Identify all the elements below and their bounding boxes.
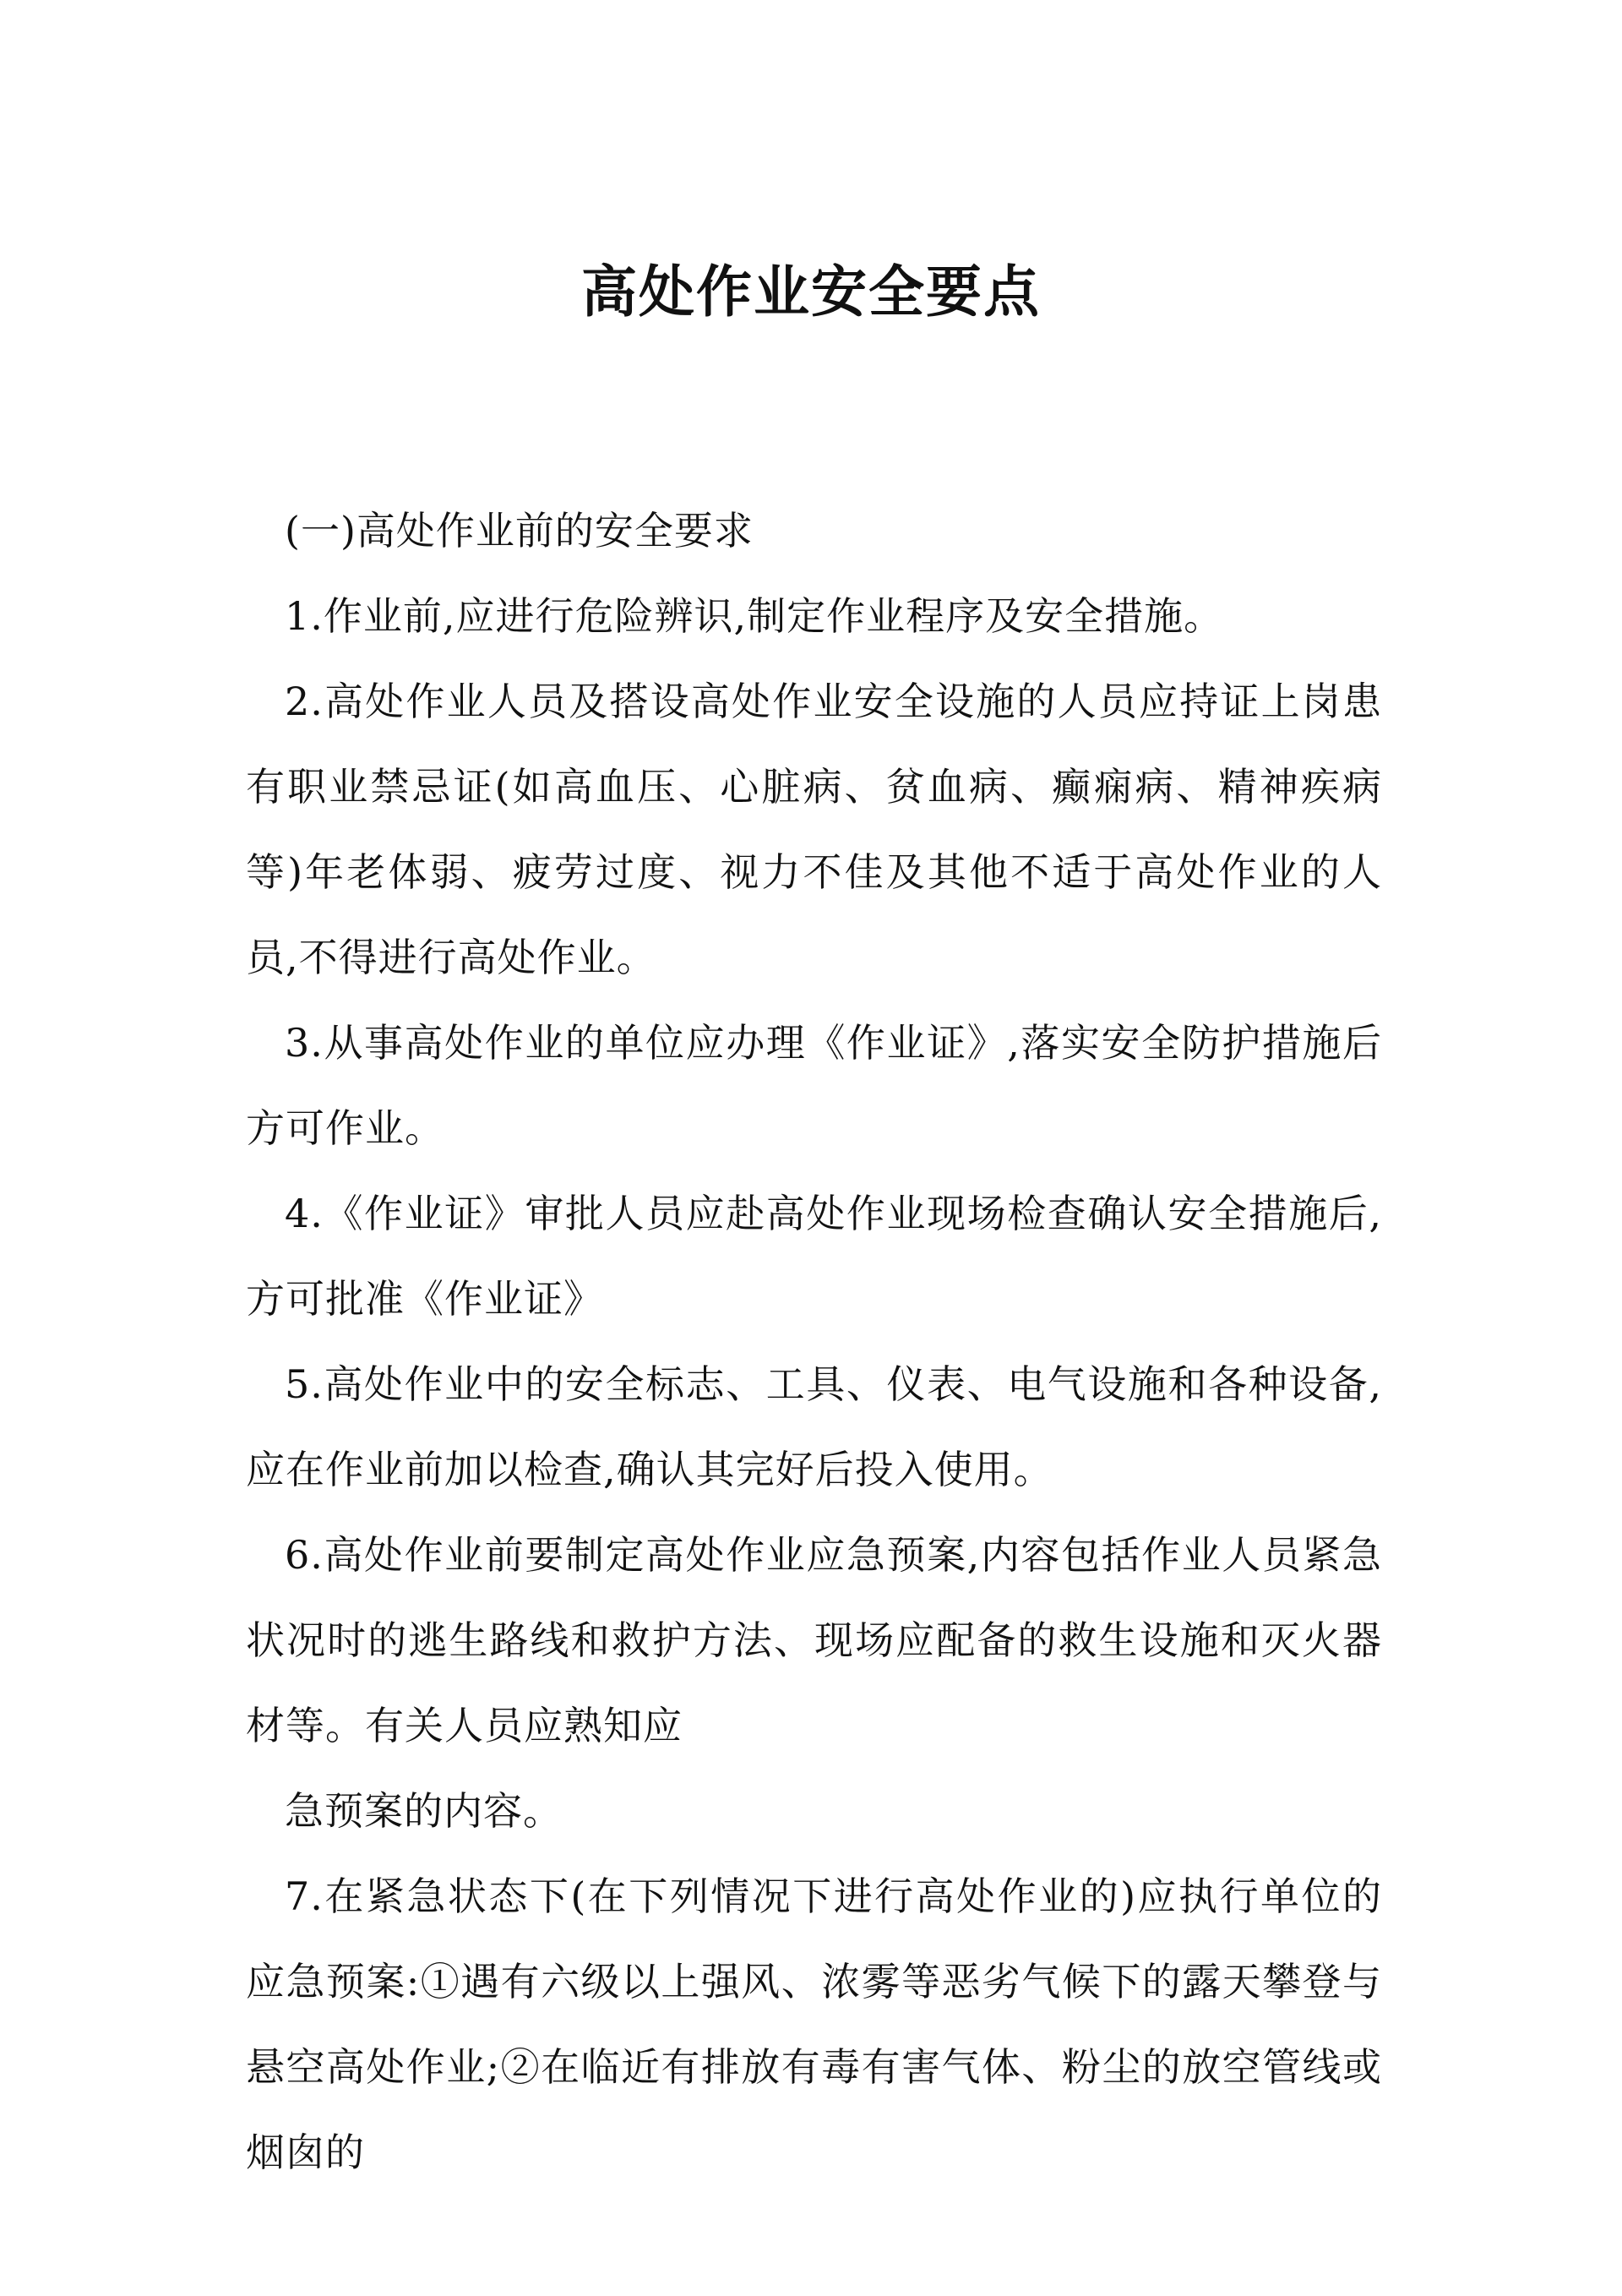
paragraph-section-heading: (一)高处作业前的安全要求 — [285, 508, 754, 554]
paragraph-item-3: 3.从事高处作业的单位应办理《作业证》,落实安全防护措施后方可作业。 — [246, 1020, 1382, 1151]
paragraph-item-6: 6.高处作业前要制定高处作业应急预案,内容包括作业人员紧急状况时的逃生路线和救护方法、现场应配备的救生设施和灭火器材等。有关人员应熟知应 — [246, 1532, 1382, 1748]
document-title: 高处作业安全要点 — [581, 259, 1041, 324]
paragraph-item-4: 4.《作业证》审批人员应赴高处作业现场检查确认安全措施后,方可批准《作业证》 — [246, 1191, 1382, 1322]
document-body — [246, 488, 1382, 2195]
paragraph-item-1: 1.作业前,应进行危险辨识,制定作业程序及安全措施。 — [285, 593, 1224, 639]
paragraph-item-5: 5.高处作业中的安全标志、工具、仪表、电气设施和各种设备,应在作业前加以检查,确认其完好后投入使用。 — [246, 1361, 1382, 1492]
paragraph-item-7: 7.在紧急状态下(在下列情况下进行高处作业的)应执行单位的应急预案:①遇有六级以上强风、浓雾等恶劣气候下的露天攀登与悬空高处作业;②在临近有排放有毒有害气体、粉尘的放空管线或烟囱的 — [246, 1873, 1382, 2175]
paragraph-item-6-continued: 急预案的内容。 — [285, 1788, 563, 1834]
paragraph-item-2: 2.高处作业人员及搭设高处作业安全设施的人员应持证上岗患有职业禁忌证(如高血压、心脏病、贫血病、癫痫病、精神疾病等)年老体弱、疲劳过度、视力不佳及其他不适于高处作业的人员,不得进行高处作业。 — [246, 679, 1382, 980]
